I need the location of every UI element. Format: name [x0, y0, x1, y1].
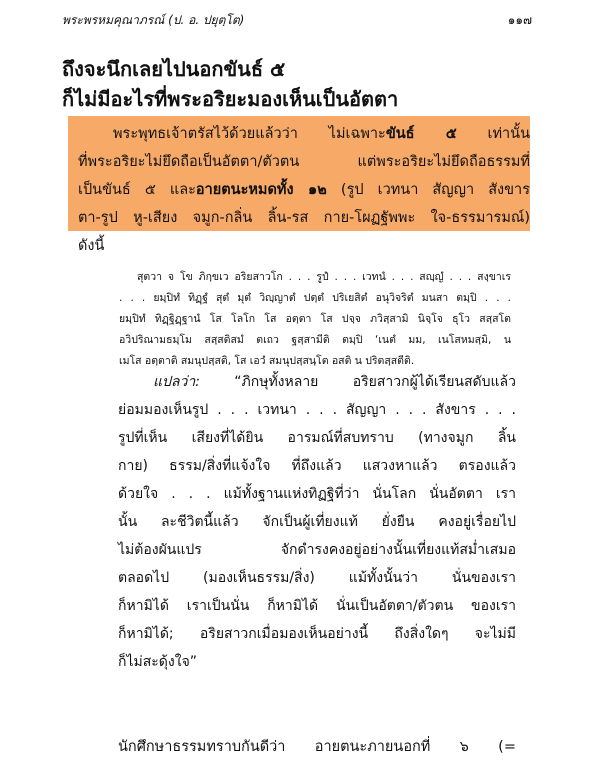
translation-label: แปลว่า: — [153, 374, 200, 390]
paragraph-next: นักศึกษาธรรมทราบกันดีว่า อายตนะภายนอกที่ ๖ (= — [118, 739, 516, 755]
intro-emphasis-ayatana: อายตนะหมดทั้ง ๑๒ — [195, 182, 327, 198]
paragraph-intro-line-4: ตา-รูป หู-เสียง จมูก-กลิ่น ลิ้น-รส กาย-โผฏฐัพพะ ใจ-ธรรมารมณ์) — [78, 210, 530, 226]
running-title: พระพรหมคุณาภรณ์ (ป. อ. ปยุตฺโต) — [62, 13, 245, 27]
pali-line: . . . ยมฺปิทํ ทิฏฺฐํ สุตํ มุตํ วิญฺญาตํ ปตฺตํ ปริเยสิตํ อนุวิจริตํ มนสา ตมฺปิ . . . — [119, 292, 511, 304]
translation-line: รูปที่เห็น เสียงที่ได้ยิน อารมณ์ที่สบทราบ (ทางจมูก ลิ้น — [118, 430, 516, 446]
intro-emphasis-khandha: ขันธ์ ๕ — [385, 126, 457, 142]
translation-block — [118, 368, 516, 676]
paragraph-intro — [78, 120, 530, 260]
translation-line-1 — [118, 368, 516, 396]
translation-line: ตลอดไป (มองเห็นธรรม/สิ่ง) แม้ทั้งนั้นว่า นั่นของเรา — [118, 570, 516, 586]
intro-text: เท่านั้น — [456, 126, 530, 142]
intro-text: พระพุทธเจ้าตรัสไว้ด้วยแล้วว่า ไม่เฉพาะ — [113, 126, 386, 142]
page-number: ๑๑๗ — [507, 13, 532, 27]
translation-line: ด้วยใจ . . . แม้ทั้งฐานแห่งทิฏฐิที่ว่า นั่นโลก นั่นอัตตา เรา — [118, 486, 516, 502]
translation-line: ไม่ต้องผันแปร จักดำรงคงอยู่อย่างนั้นเที่ยงแท้สม่ำเสมอ — [118, 542, 516, 558]
translation-line: กาย) ธรรม/สิ่งที่แจ้งใจ ที่ถึงแล้ว แสวงหาแล้ว ตรองแล้ว — [118, 458, 516, 474]
pali-line: สุตวา จ โข ภิกฺขเว อริยสาวโก . . . รูปํ . . . เวทนํ . . . สญฺญํ . . . สงฺขาเร — [137, 271, 511, 283]
pali-quotation — [119, 267, 511, 372]
section-title — [62, 54, 398, 114]
pali-line: ยมฺปิทํ ทิฏฺฐิฏฺฐานํ โส โลโก โส อตฺตา โส ปจฺจ ภวิสฺสามิ นิจฺโจ ธุโว สสฺสโต — [119, 313, 511, 325]
translation-line: ย่อมมองเห็นรูป . . . เวทนา . . . สัญญา . . . สังขาร . . . — [118, 402, 516, 418]
paragraph-intro-line-1 — [78, 120, 530, 148]
translation-text: “ภิกษุทั้งหลาย อริยสาวกผู้ได้เรียนสดับแล้ว — [199, 374, 516, 390]
section-title-line-1: ถึงจะนึกเลยไปนอกขันธ์ ๕ — [62, 57, 286, 81]
pali-line: เมโส อตฺตาติ สมนุปสฺสติ, โส เอวํ สมนุปสฺสนฺโต อสติ น ปริตสฺสตีติ. — [119, 355, 415, 367]
translation-line: ก็ไม่สะดุ้งใจ” — [118, 654, 198, 670]
intro-text: (รูป เวทนา สัญญา สังขาร — [326, 182, 530, 198]
intro-text: เป็นขันธ์ ๕ และ — [78, 182, 196, 198]
pali-line: อวิปริณามธมฺโม สสฺสติสมํ ตเถว ฐสฺสามีติ ตมฺปิ ‘เนตํ มม, เนโสหมสฺมิ, น — [119, 334, 511, 346]
translation-line: ก็หามิได้; อริยสาวกเมื่อมองเห็นอย่างนี้ ถึงสิ่งใดๆ จะไม่มี — [118, 626, 516, 642]
translation-line: นั้น ละชีวิตนี้แล้ว จักเป็นผู้เที่ยงแท้ ยั่งยืน คงอยู่เรื่อยไป — [118, 514, 516, 530]
running-header — [62, 8, 532, 30]
section-title-line-2: ก็ไม่มีอะไรที่พระอริยะมองเห็นเป็นอัตตา — [62, 87, 399, 111]
paragraph-intro-line-3 — [78, 176, 530, 204]
paragraph-intro-line-5: ดังนี้ — [78, 238, 105, 254]
paragraph-intro-line-2: ที่พระอริยะไม่ยึดถือเป็นอัตตา/ตัวตน แต่พระอริยะไม่ยึดถือธรรมที่ — [78, 154, 530, 170]
translation-line: ก็หามิได้ เราเป็นนั่น ก็หามิได้ นั่นเป็นอัตตา/ตัวตน ของเรา — [118, 598, 516, 614]
